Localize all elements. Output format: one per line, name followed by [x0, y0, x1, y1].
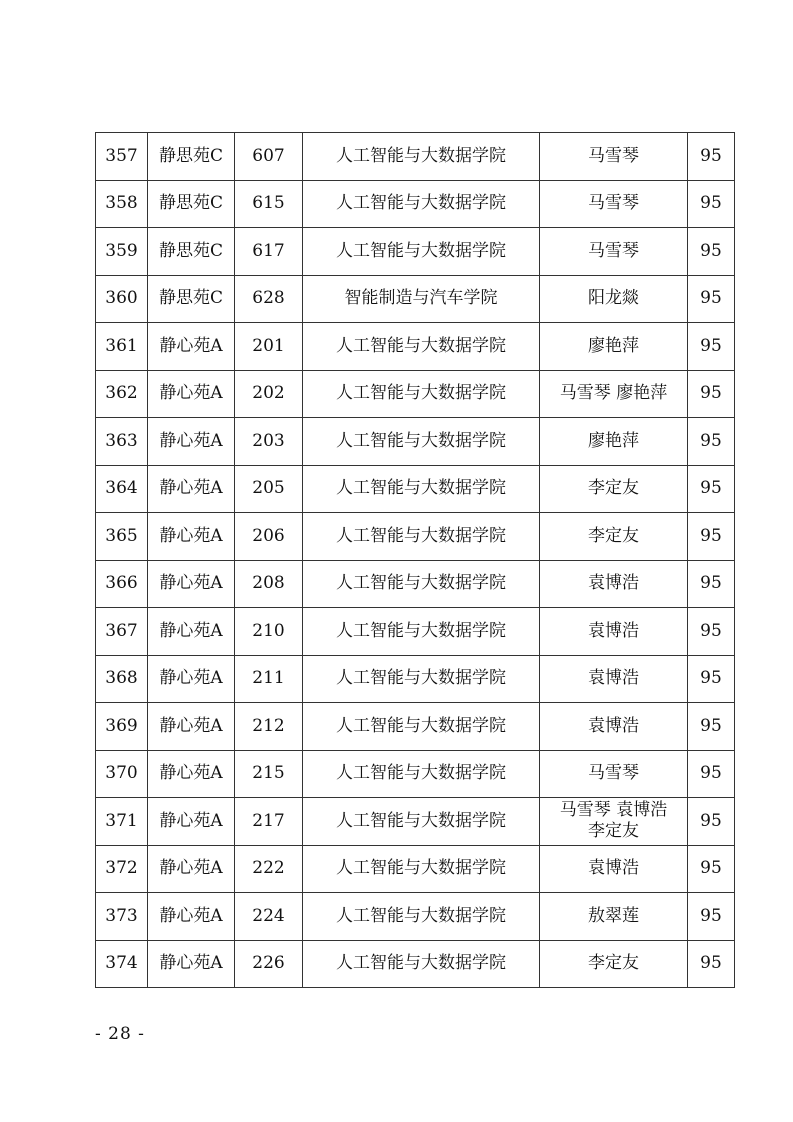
- room-number-text: 205: [252, 478, 285, 499]
- college-cell: [303, 703, 540, 751]
- table-row: [96, 560, 735, 608]
- score-cell: [688, 133, 735, 181]
- dormitory-score-table: [95, 132, 735, 988]
- table-row: [96, 513, 735, 561]
- college-text: 人工智能与大数据学院: [336, 193, 506, 214]
- table-row: [96, 608, 735, 656]
- teacher-text: 廖艳萍: [588, 430, 639, 451]
- teacher-text: 袁博浩: [588, 573, 639, 594]
- building-text: 静心苑A: [159, 668, 223, 689]
- table-row: [96, 465, 735, 513]
- room-number-text: 203: [252, 430, 285, 451]
- table-row: [96, 370, 735, 418]
- college-text: 人工智能与大数据学院: [336, 620, 506, 641]
- score-text: 95: [700, 905, 722, 926]
- score-text: 95: [700, 430, 722, 451]
- teacher-text: 廖艳萍: [588, 335, 639, 356]
- teacher-text: 马雪琴 廖艳萍: [559, 383, 668, 404]
- building-text: 静心苑A: [159, 953, 223, 974]
- row-number-cell: [96, 133, 148, 181]
- college-text: 人工智能与大数据学院: [336, 478, 506, 499]
- college-cell: [303, 893, 540, 941]
- row-number-text: 357: [105, 145, 138, 166]
- row-number-text: 366: [105, 573, 138, 594]
- teacher-cell: [540, 845, 688, 893]
- room-number-text: 211: [252, 668, 285, 689]
- score-text: 95: [700, 193, 722, 214]
- room-number-cell: [235, 180, 303, 228]
- college-text: 人工智能与大数据学院: [336, 953, 506, 974]
- college-text: 人工智能与大数据学院: [336, 573, 506, 594]
- table-row: [96, 940, 735, 988]
- room-number-cell: [235, 703, 303, 751]
- teacher-cell: [540, 655, 688, 703]
- row-number-cell: [96, 940, 148, 988]
- college-cell: [303, 750, 540, 798]
- teacher-cell: [540, 608, 688, 656]
- room-number-text: 208: [252, 573, 285, 594]
- row-number-cell: [96, 370, 148, 418]
- room-number-cell: [235, 513, 303, 561]
- teacher-text: 袁博浩: [588, 858, 639, 879]
- teacher-text: 马雪琴: [588, 240, 639, 261]
- building-cell: [148, 465, 235, 513]
- college-cell: [303, 275, 540, 323]
- row-number-text: 371: [105, 810, 138, 831]
- row-number-cell: [96, 465, 148, 513]
- table-row: [96, 228, 735, 276]
- room-number-text: 206: [252, 525, 285, 546]
- room-number-text: 201: [252, 335, 285, 356]
- building-cell: [148, 608, 235, 656]
- room-number-cell: [235, 323, 303, 371]
- building-text: 静心苑A: [159, 763, 223, 784]
- building-cell: [148, 703, 235, 751]
- row-number-text: 360: [105, 288, 138, 309]
- score-cell: [688, 608, 735, 656]
- score-cell: [688, 228, 735, 276]
- row-number-text: 361: [105, 335, 138, 356]
- score-text: 95: [700, 240, 722, 261]
- room-number-cell: [235, 560, 303, 608]
- building-text: 静心苑A: [159, 525, 223, 546]
- room-number-text: 607: [252, 145, 285, 166]
- teacher-cell: [540, 893, 688, 941]
- room-number-cell: [235, 418, 303, 466]
- teacher-cell: [540, 418, 688, 466]
- table-row: [96, 845, 735, 893]
- row-number-text: 358: [105, 193, 138, 214]
- teacher-cell: [540, 465, 688, 513]
- room-number-text: 615: [252, 193, 285, 214]
- college-cell: [303, 418, 540, 466]
- college-cell: [303, 940, 540, 988]
- room-number-cell: [235, 798, 303, 846]
- row-number-cell: [96, 845, 148, 893]
- row-number-text: 369: [105, 715, 138, 736]
- score-cell: [688, 560, 735, 608]
- room-number-text: 215: [252, 763, 285, 784]
- table-row: [96, 655, 735, 703]
- score-cell: [688, 845, 735, 893]
- teacher-text: 马雪琴: [588, 145, 639, 166]
- teacher-cell: [540, 133, 688, 181]
- college-cell: [303, 180, 540, 228]
- building-text: 静心苑A: [159, 715, 223, 736]
- college-text: 人工智能与大数据学院: [336, 383, 506, 404]
- row-number-cell: [96, 893, 148, 941]
- table-row: [96, 180, 735, 228]
- score-cell: [688, 513, 735, 561]
- row-number-cell: [96, 703, 148, 751]
- row-number-cell: [96, 180, 148, 228]
- college-cell: [303, 133, 540, 181]
- college-text: 人工智能与大数据学院: [336, 858, 506, 879]
- college-text: 人工智能与大数据学院: [336, 763, 506, 784]
- building-text: 静心苑A: [159, 478, 223, 499]
- building-cell: [148, 133, 235, 181]
- room-number-cell: [235, 228, 303, 276]
- teacher-cell: [540, 798, 688, 846]
- row-number-cell: [96, 418, 148, 466]
- teacher-text: 袁博浩: [588, 668, 639, 689]
- building-text: 静心苑A: [159, 620, 223, 641]
- building-text: 静心苑A: [159, 430, 223, 451]
- teacher-text: 马雪琴: [588, 193, 639, 214]
- building-cell: [148, 560, 235, 608]
- row-number-text: 365: [105, 525, 138, 546]
- room-number-cell: [235, 608, 303, 656]
- teacher-cell: [540, 513, 688, 561]
- college-cell: [303, 560, 540, 608]
- teacher-cell: [540, 323, 688, 371]
- teacher-text: 李定友: [588, 525, 639, 546]
- score-text: 95: [700, 620, 722, 641]
- room-number-text: 202: [252, 383, 285, 404]
- college-text: 人工智能与大数据学院: [336, 668, 506, 689]
- college-text: 人工智能与大数据学院: [336, 525, 506, 546]
- teacher-cell: [540, 370, 688, 418]
- room-number-cell: [235, 940, 303, 988]
- room-number-cell: [235, 845, 303, 893]
- score-text: 95: [700, 810, 722, 831]
- room-number-cell: [235, 655, 303, 703]
- building-text: 静心苑A: [159, 810, 223, 831]
- score-text: 95: [700, 478, 722, 499]
- row-number-text: 372: [105, 858, 138, 879]
- teacher-text: 阳龙燚: [588, 288, 639, 309]
- score-cell: [688, 893, 735, 941]
- building-text: 静思苑C: [158, 145, 223, 166]
- college-cell: [303, 798, 540, 846]
- score-cell: [688, 655, 735, 703]
- room-number-text: 617: [252, 240, 285, 261]
- table-body: [96, 133, 735, 988]
- building-cell: [148, 513, 235, 561]
- room-number-cell: [235, 370, 303, 418]
- table-row: [96, 703, 735, 751]
- teacher-cell: [540, 703, 688, 751]
- row-number-text: 364: [105, 478, 138, 499]
- room-number-text: 222: [252, 858, 285, 879]
- score-text: 95: [700, 953, 722, 974]
- teacher-text-second-line: 李定友: [588, 821, 639, 842]
- room-number-text: 217: [252, 810, 285, 831]
- room-number-cell: [235, 465, 303, 513]
- college-cell: [303, 513, 540, 561]
- score-text: 95: [700, 383, 722, 404]
- row-number-cell: [96, 323, 148, 371]
- score-cell: [688, 750, 735, 798]
- table-row: [96, 418, 735, 466]
- college-cell: [303, 608, 540, 656]
- score-text: 95: [700, 715, 722, 736]
- building-text: 静思苑C: [158, 240, 223, 261]
- building-cell: [148, 370, 235, 418]
- college-text: 人工智能与大数据学院: [336, 240, 506, 261]
- score-text: 95: [700, 145, 722, 166]
- room-number-cell: [235, 275, 303, 323]
- row-number-text: 373: [105, 905, 138, 926]
- college-text: 人工智能与大数据学院: [336, 430, 506, 451]
- row-number-cell: [96, 228, 148, 276]
- room-number-cell: [235, 133, 303, 181]
- score-text: 95: [700, 763, 722, 784]
- building-cell: [148, 228, 235, 276]
- college-cell: [303, 655, 540, 703]
- row-number-text: 363: [105, 430, 138, 451]
- row-number-cell: [96, 608, 148, 656]
- college-text: 人工智能与大数据学院: [336, 715, 506, 736]
- row-number-cell: [96, 655, 148, 703]
- college-cell: [303, 370, 540, 418]
- score-text: 95: [700, 335, 722, 356]
- score-text: 95: [700, 288, 722, 309]
- score-cell: [688, 465, 735, 513]
- teacher-text: 袁博浩: [588, 715, 639, 736]
- table-row: [96, 275, 735, 323]
- building-text: 静心苑A: [159, 858, 223, 879]
- table-row: [96, 323, 735, 371]
- teacher-text: 李定友: [588, 953, 639, 974]
- score-text: 95: [700, 573, 722, 594]
- row-number-cell: [96, 750, 148, 798]
- table-row: [96, 133, 735, 181]
- building-cell: [148, 845, 235, 893]
- score-cell: [688, 418, 735, 466]
- teacher-text: 李定友: [588, 478, 639, 499]
- college-text: 人工智能与大数据学院: [336, 810, 506, 831]
- teacher-cell: [540, 750, 688, 798]
- college-cell: [303, 845, 540, 893]
- table-row: [96, 893, 735, 941]
- score-cell: [688, 940, 735, 988]
- teacher-text: 马雪琴 袁博浩: [559, 800, 668, 821]
- college-text: 智能制造与汽车学院: [344, 288, 498, 309]
- college-text: 人工智能与大数据学院: [336, 905, 506, 926]
- row-number-text: 359: [105, 240, 138, 261]
- teacher-text: 敖翠莲: [588, 905, 639, 926]
- score-cell: [688, 275, 735, 323]
- table-row: [96, 750, 735, 798]
- building-cell: [148, 940, 235, 988]
- college-cell: [303, 228, 540, 276]
- room-number-text: 628: [252, 288, 285, 309]
- room-number-cell: [235, 750, 303, 798]
- room-number-text: 210: [252, 620, 285, 641]
- building-text: 静思苑C: [158, 193, 223, 214]
- building-cell: [148, 655, 235, 703]
- building-text: 静心苑A: [159, 335, 223, 356]
- building-cell: [148, 798, 235, 846]
- teacher-text: 马雪琴: [588, 763, 639, 784]
- teacher-text: 袁博浩: [588, 620, 639, 641]
- row-number-text: 367: [105, 620, 138, 641]
- building-cell: [148, 418, 235, 466]
- building-cell: [148, 750, 235, 798]
- score-cell: [688, 798, 735, 846]
- room-number-text: 212: [252, 715, 285, 736]
- college-text: 人工智能与大数据学院: [336, 145, 506, 166]
- teacher-cell: [540, 940, 688, 988]
- building-cell: [148, 893, 235, 941]
- row-number-text: 368: [105, 668, 138, 689]
- room-number-text: 226: [252, 953, 285, 974]
- teacher-cell: [540, 560, 688, 608]
- teacher-cell: [540, 228, 688, 276]
- building-cell: [148, 323, 235, 371]
- score-text: 95: [700, 525, 722, 546]
- building-cell: [148, 275, 235, 323]
- score-cell: [688, 703, 735, 751]
- row-number-cell: [96, 275, 148, 323]
- college-cell: [303, 323, 540, 371]
- row-number-text: 374: [105, 953, 138, 974]
- row-number-cell: [96, 798, 148, 846]
- page-number: - 28 -: [95, 1024, 145, 1044]
- teacher-cell: [540, 180, 688, 228]
- row-number-text: 362: [105, 383, 138, 404]
- room-number-text: 224: [252, 905, 285, 926]
- teacher-cell: [540, 275, 688, 323]
- college-cell: [303, 465, 540, 513]
- building-text: 静思苑C: [158, 288, 223, 309]
- building-cell: [148, 180, 235, 228]
- row-number-cell: [96, 560, 148, 608]
- row-number-text: 370: [105, 763, 138, 784]
- college-text: 人工智能与大数据学院: [336, 335, 506, 356]
- row-number-cell: [96, 513, 148, 561]
- score-text: 95: [700, 668, 722, 689]
- building-text: 静心苑A: [159, 383, 223, 404]
- building-text: 静心苑A: [159, 573, 223, 594]
- score-text: 95: [700, 858, 722, 879]
- building-text: 静心苑A: [159, 905, 223, 926]
- table-row: [96, 798, 735, 846]
- score-cell: [688, 370, 735, 418]
- room-number-cell: [235, 893, 303, 941]
- score-cell: [688, 180, 735, 228]
- score-cell: [688, 323, 735, 371]
